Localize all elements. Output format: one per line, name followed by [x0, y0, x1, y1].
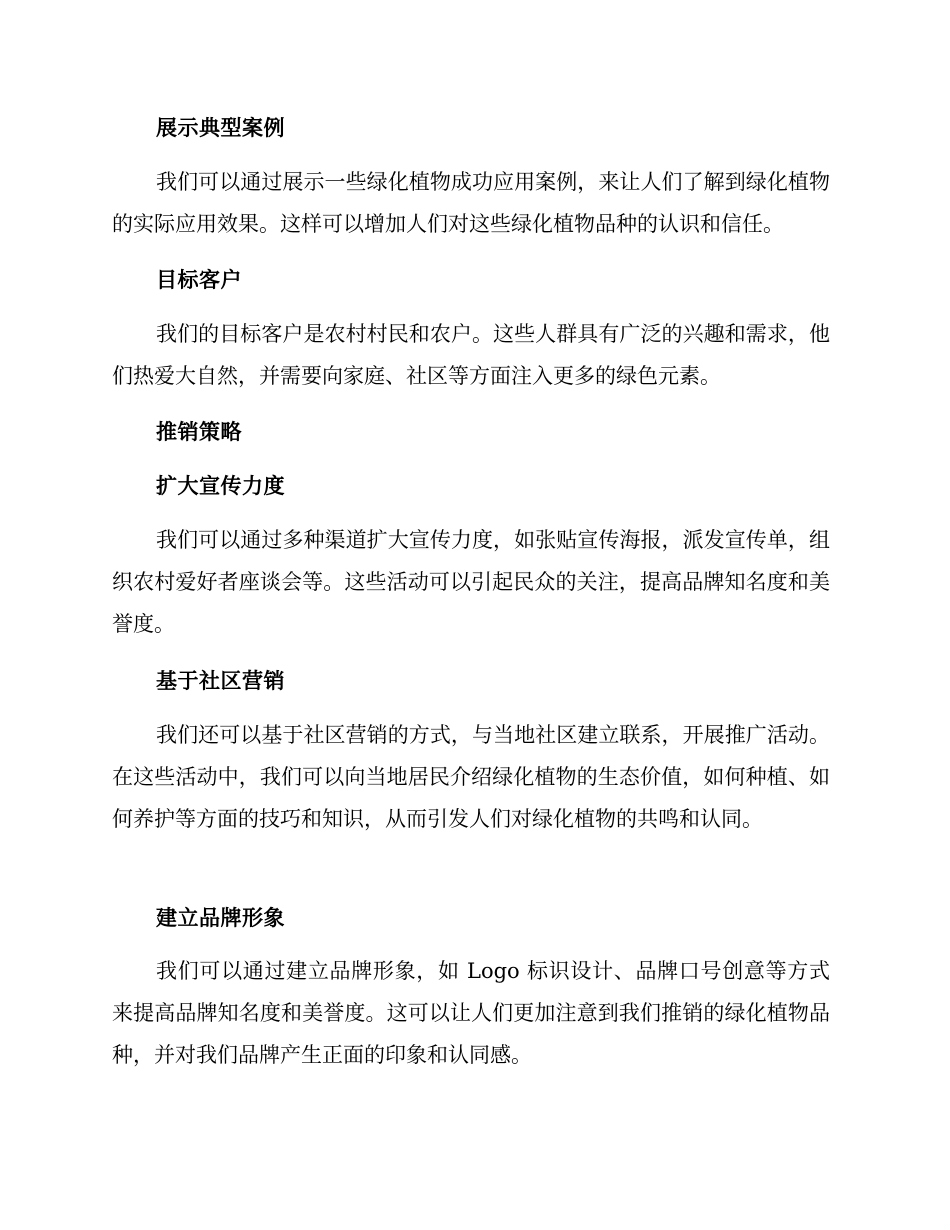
section-heading-cases: 展示典型案例 [156, 116, 285, 140]
section-paragraph-target-customers: 我们的目标客户是农村村民和农户。这些人群具有广泛的兴趣和需求，他们热爱大自然，并需要向家庭、社区等方面注入更多的绿色元素。 [112, 322, 830, 388]
section-heading-community-marketing: 基于社区营销 [156, 669, 285, 693]
section-paragraph-publicity: 我们可以通过多种渠道扩大宣传力度，如张贴宣传海报，派发宣传单，组织农村爱好者座谈会等。这些活动可以引起民众的关注，提高品牌知名度和美誉度。 [112, 528, 830, 636]
section-heading-brand-image: 建立品牌形象 [156, 906, 285, 930]
section-paragraph-brand-image: 我们可以通过建立品牌形象，如 Logo 标识设计、品牌口号创意等方式来提高品牌知名度和美誉度。这可以让人们更加注意到我们推销的绿化植物品种，并对我们品牌产生正面的印象和认同感。 [112, 959, 830, 1067]
section-heading-publicity: 扩大宣传力度 [156, 474, 285, 498]
section-heading-target-customers: 目标客户 [156, 268, 242, 292]
section-heading-sales-strategy: 推销策略 [156, 420, 242, 444]
section-paragraph-community-marketing: 我们还可以基于社区营销的方式，与当地社区建立联系，开展推广活动。在这些活动中，我们可以向当地居民介绍绿化植物的生态价值，如何种植、如何养护等方面的技巧和知识，从而引发人们对绿化植物的共鸣和认同。 [112, 723, 830, 831]
section-paragraph-cases: 我们可以通过展示一些绿化植物成功应用案例，来让人们了解到绿化植物的实际应用效果。这样可以增加人们对这些绿化植物品种的认识和信任。 [112, 170, 830, 236]
